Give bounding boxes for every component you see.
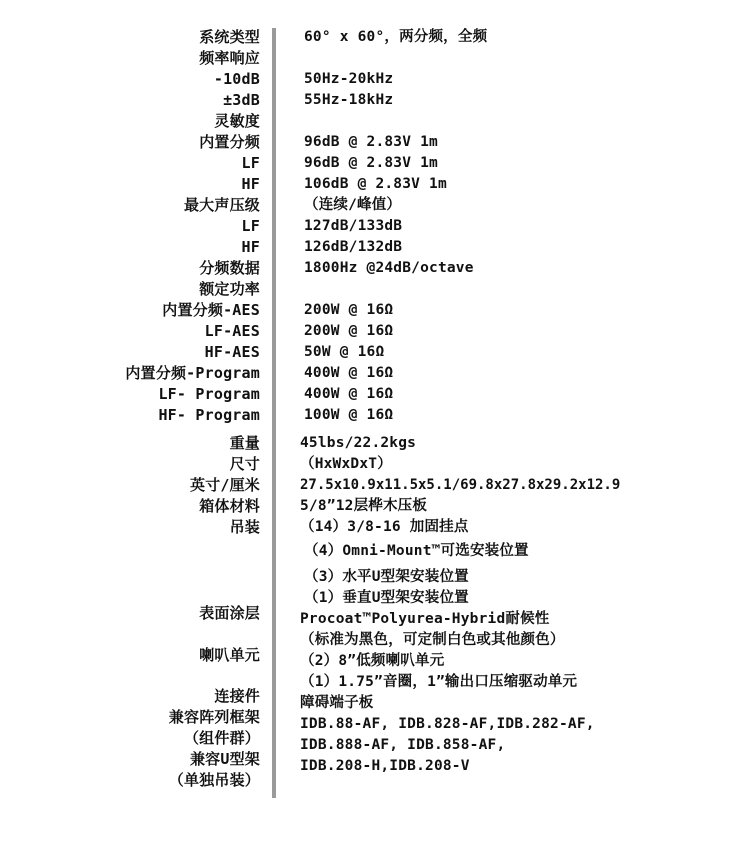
value-hf-program: 100W @ 16Ω [304,407,394,423]
value-hf-aes: 50W @ 16Ω [304,344,385,360]
label-dimensions: 尺寸 [229,455,260,473]
label-hf: HF [241,175,260,193]
label-minus10db: -10dB [213,70,260,88]
value-enclosure-material: 5/8”12层桦木压板 [300,498,428,514]
label-single-hang: （单独吊装） [168,771,260,789]
value-plusminus3db: 55Hz-18kHz [304,92,394,108]
label-enclosure-material: 箱体材料 [199,497,260,515]
label-sensitivity: 灵敏度 [214,112,260,130]
label-hf-aes: HF-AES [204,343,260,361]
value-weight: 45lbs/22.2kgs [300,435,417,451]
label-finish: 表面涂层 [199,604,260,622]
value-crossover-data: 1800Hz @24dB/octave [304,260,474,276]
value-sens-lf: 96dB @ 2.83V 1m [304,155,438,171]
value-finish: Procoat™Polyurea-Hybrid耐候性 [300,611,550,627]
label-plusminus3db: ±3dB [223,91,260,109]
label-inch-cm: 英寸/厘米 [189,476,260,494]
value-horizontal-u: （3）水平U型架安装位置 [304,569,469,585]
value-connectors: 障碍端子板 [300,695,374,711]
value-rigging-points: （14）3/8-16 加固挂点 [300,519,469,535]
value-system-type: 60° x 60°，两分频，全频 [304,29,488,45]
value-lf-driver: （2）8”低频喇叭单元 [300,653,445,669]
value-dimensions-note: （HxWxDxT） [300,456,392,472]
value-array-frames-2: IDB.888-AF, IDB.858-AF, [300,737,506,753]
label-spl-lf: LF [241,217,260,235]
value-spl-note: （连续/峰值） [304,197,402,213]
value-hf-driver: （1）1.75”音圈，1”输出口压缩驱动单元 [300,674,578,690]
value-inch-cm: 27.5x10.9x11.5x5.1/69.8x27.8x29.2x12.9 [300,477,621,493]
value-internal-program: 400W @ 16Ω [304,365,394,381]
label-system-type: 系统类型 [199,28,260,46]
label-hf-program: HF- Program [158,406,260,424]
value-omni-mount: （4）Omni-Mount™可选安装位置 [304,543,529,559]
value-spl-hf: 126dB/132dB [304,239,403,255]
value-vertical-u: （1）垂直U型架安装位置 [304,590,469,606]
value-sens-internal: 96dB @ 2.83V 1m [304,134,438,150]
label-frequency-response: 频率响应 [199,49,260,67]
value-minus10db: 50Hz-20kHz [304,71,394,87]
value-u-brackets: IDB.208-H,IDB.208-V [300,758,470,774]
value-lf-aes: 200W @ 16Ω [304,323,394,339]
value-spl-lf: 127dB/133dB [304,218,403,234]
value-lf-program: 400W @ 16Ω [304,386,394,402]
label-drivers: 喇叭单元 [199,646,260,664]
value-sens-hf: 106dB @ 2.83V 1m [304,176,447,192]
label-lf-aes: LF-AES [204,322,260,340]
column-divider [272,28,276,798]
value-array-frames-1: IDB.88-AF, IDB.828-AF,IDB.282-AF, [300,716,595,732]
label-lf-program: LF- Program [158,385,260,403]
label-lf: LF [241,154,260,172]
label-spl-hf: HF [241,238,260,256]
label-compatible-array-frame: 兼容阵列框架 [168,708,260,726]
label-internal-aes: 内置分频-AES [162,301,260,319]
label-crossover-data: 分频数据 [199,259,260,277]
label-max-spl: 最大声压级 [183,196,260,214]
label-internal-program: 内置分频-Program [125,364,260,382]
value-internal-aes: 200W @ 16Ω [304,302,394,318]
label-connectors: 连接件 [214,687,260,705]
label-compatible-u-bracket: 兼容U型架 [189,750,260,768]
value-finish-color: （标准为黑色，可定制白色或其他颜色） [300,632,565,648]
label-rigging: 吊装 [229,518,260,536]
label-rated-power: 额定功率 [199,280,260,298]
label-weight: 重量 [229,434,260,452]
label-internal-crossover: 内置分频 [199,133,260,151]
label-cluster: （组件群） [183,729,260,747]
